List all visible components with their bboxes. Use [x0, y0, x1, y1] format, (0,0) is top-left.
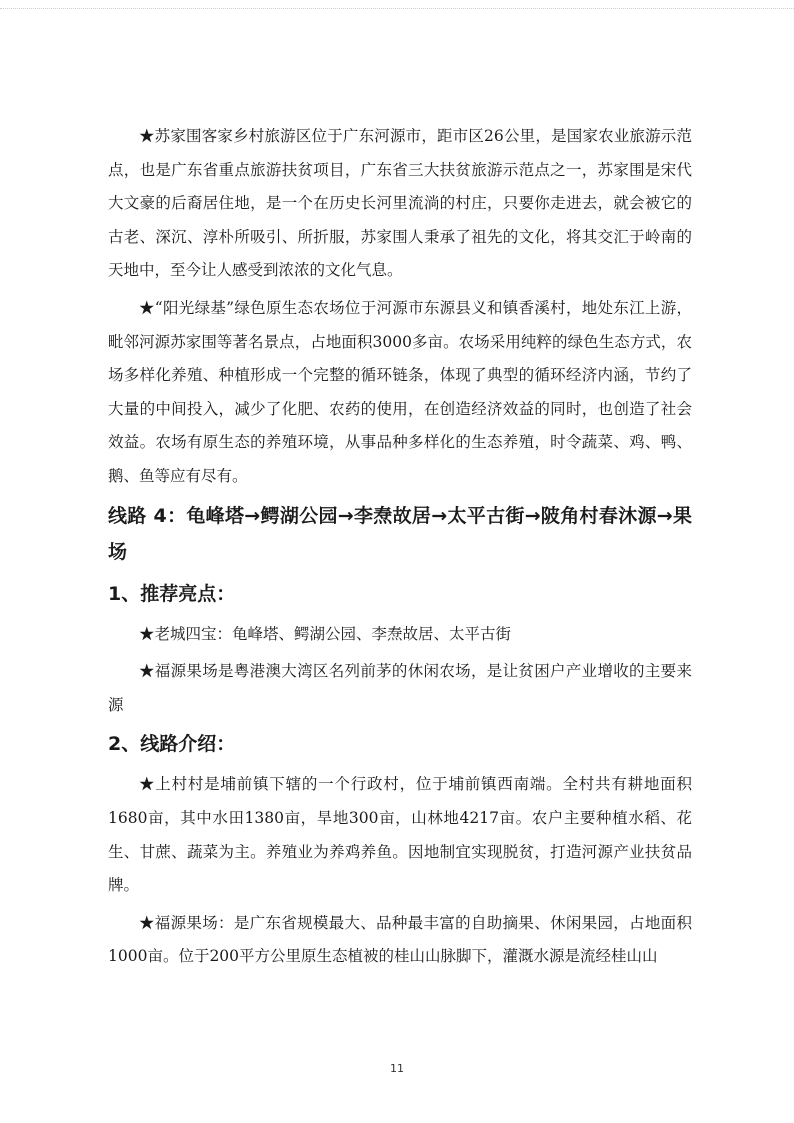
document-page [108, 120, 692, 978]
paragraph-sujiawei: ★苏家围客家乡村旅游区位于广东河源市，距市区26公里，是国家农业旅游示范点，也是广东省重点旅游扶贫项目，广东省三大扶贫旅游示范点之一，苏家围是宋代大文豪的后裔居住地，是一个在历史长河里流淌的村庄，只要你走进去，就会被它的古老、深沉、淳朴所吸引、所折服，苏家围人秉承了祖先的文化，将其交汇于岭南的天地中，至今让人感受到浓浓的文化气息。 [108, 127, 692, 280]
paragraph-fuyuan-orchard-detail: ★福源果场：是广东省规模最大、品种最丰富的自助摘果、休闲果园，占地面积1000亩。位于200平方公里原生态植被的桂山山脉脚下，灌溉水源是流经桂山山 [108, 913, 692, 966]
paragraph-old-city-treasures: ★老城四宝：龟峰塔、鳄湖公园、李焘故居、太平古街 [139, 624, 512, 643]
section-heading-route-intro: 2、线路介绍： [108, 733, 236, 756]
paragraph-green-farm: ★“阳光绿基”绿色原生态农场位于河源市东源县义和镇香溪村，地处东江上游，毗邻河源苏家围等著名景点，占地面积3000多亩。农场采用纯粹的绿色生态方式，农场多样化养殖、种植形成一个完整的循环链条，体现了典型的循环经济内涵，节约了大量的中间投入，减少了化肥、农药的使用，在创造经济效益的同时，也创造了社会效益。农场有原生态的养殖环境，从事品种多样化的生态养殖，时令蔬菜、鸡、鸭、鹅、鱼等应有尽有。 [108, 298, 692, 485]
page-number: 11 [390, 1062, 404, 1075]
paragraph-fuyuan-orchard-intro: ★福源果场是粤港澳大湾区名列前茅的休闲农场，是让贫困户产业增收的主要来源 [108, 662, 692, 714]
scan-artifact-line [0, 8, 794, 15]
paragraph-shangcun-village: ★上村村是埔前镇下辖的一个行政村，位于埔前镇西南端。全村共有耕地面积1680亩，其中水田1380亩，旱地300亩，山林地4217亩。农户主要种植水稻、花生、甘蔗、蔬菜为主。养殖业为养鸡养鱼。因地制宜实现脱贫，打造河源产业扶贫品牌。 [108, 775, 692, 895]
section-heading-highlights: 1、推荐亮点： [108, 582, 236, 605]
route-heading: 线路 4：龟峰塔→鳄湖公园→李焘故居→太平古街→陂角村春沐源→果场 [108, 504, 692, 563]
